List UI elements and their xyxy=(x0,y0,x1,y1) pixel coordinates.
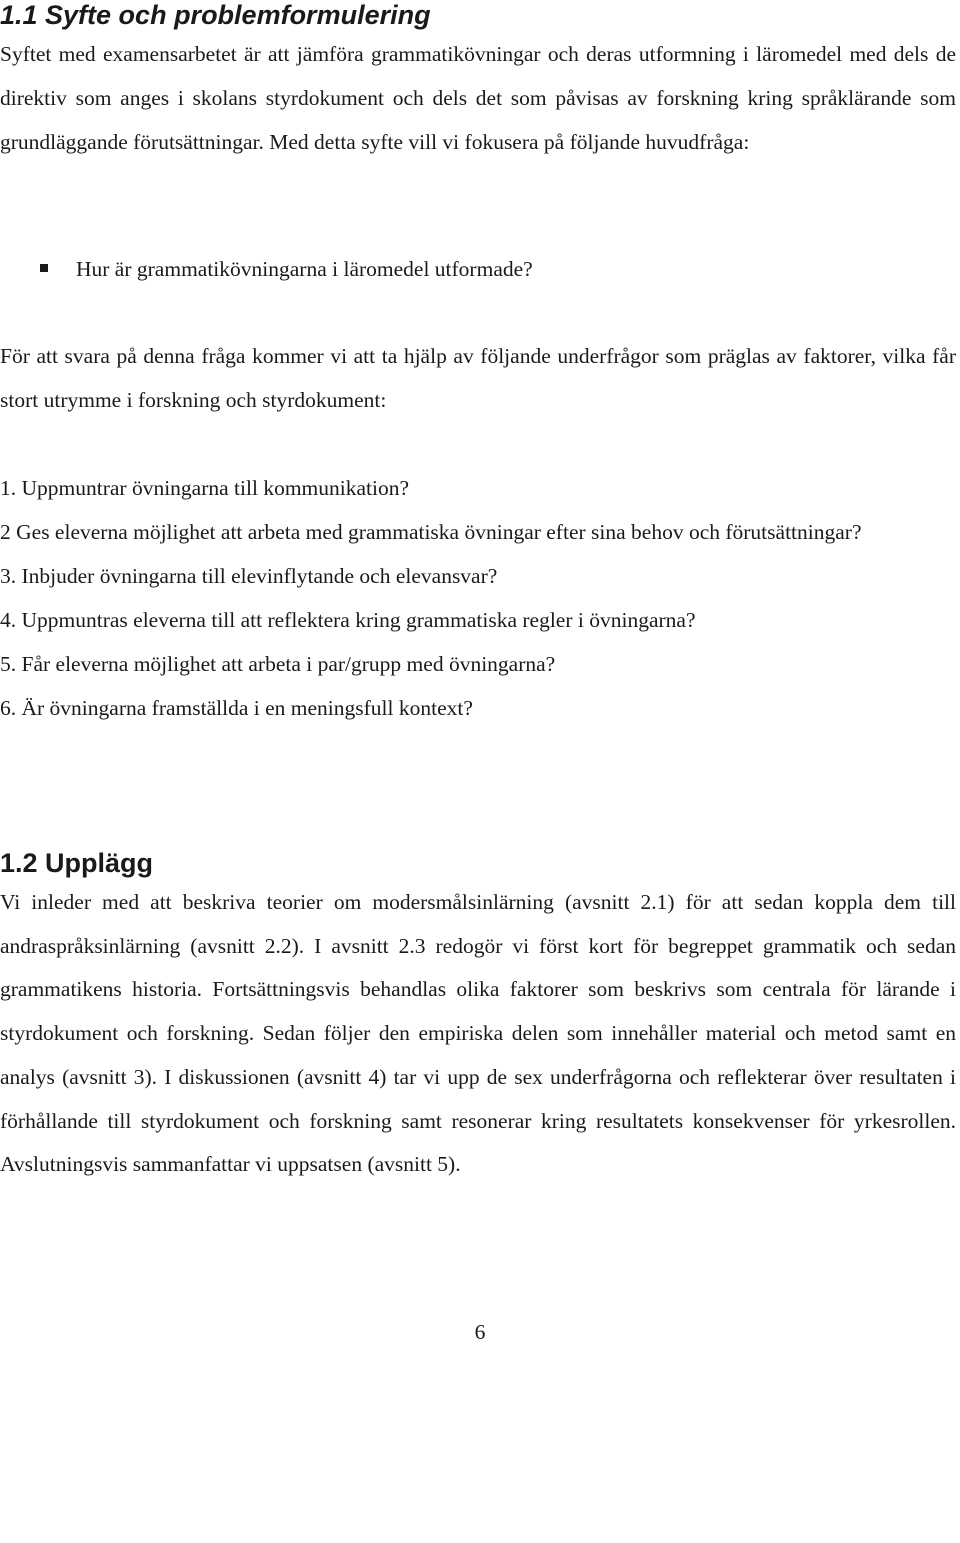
sub-question-item: 3. Inbjuder övningarna till elevinflytande och elevansvar? xyxy=(0,564,498,588)
sub-question-item: 5. Får eleverna möjlighet att arbeta i par/grupp med övningarna? xyxy=(0,652,556,676)
upplagg-paragraph: Vi inleder med att beskriva teorier om modersmålsinlärning (avsnitt 2.1) för att sedan koppla dem till andraspråksinlärning (avsnitt 2.2). I avsnitt 2.3 redogör vi först kort för begreppet grammatik och sedan grammatikens historia. Fortsättningsvis behandlas olika faktorer som beskrivs som centrala för lärande i styrdokument och forskning. Sedan följer den empiriska delen som innehåller material och metod samt en analys (avsnitt 3). I diskussionen (avsnitt 4) tar vi upp de sex underfrågorna och reflekterar över resultaten i förhållande till styrdokument och forskning samt resonerar kring resultatets konsekvenser för yrkesrollen. Avslutningsvis sammanfattar vi uppsatsen (avsnitt 5). xyxy=(0,890,956,1177)
sub-question-list xyxy=(0,466,956,730)
page-number: 6 xyxy=(474,1320,486,1344)
sub-question-item: 1. Uppmuntrar övningarna till kommunikation? xyxy=(0,476,410,500)
section-heading-upplagg: 1.2 Upplägg xyxy=(0,848,154,878)
main-question-text: Hur är grammatikövningarna i läromedel utformade? xyxy=(76,257,533,281)
square-bullet-icon xyxy=(40,264,48,272)
section-heading-syfte: 1.1 Syfte och problemformulering xyxy=(0,0,431,30)
intro-paragraph: Syftet med examensarbetet är att jämföra grammatikövningar och deras utformning i läromedel med dels de direktiv som anges i skolans styrdokument och dels det som påvisas av forskning kring språklärande som grundläggande förutsättningar. Med detta syfte vill vi fokusera på följande huvudfråga: xyxy=(0,42,956,154)
sub-question-item: 4. Uppmuntras eleverna till att reflektera kring grammatiska regler i övningarna? xyxy=(0,608,696,632)
sub-question-item: 6. Är övningarna framställda i en meningsfull kontext? xyxy=(0,696,473,720)
follow-up-paragraph: För att svara på denna fråga kommer vi att ta hjälp av följande underfrågor som präglas av faktorer, vilka får stort utrymme i forskning och styrdokument: xyxy=(0,344,956,412)
sub-question-item: 2 Ges eleverna möjlighet att arbeta med grammatiska övningar efter sina behov och förutsättningar? xyxy=(0,520,862,544)
